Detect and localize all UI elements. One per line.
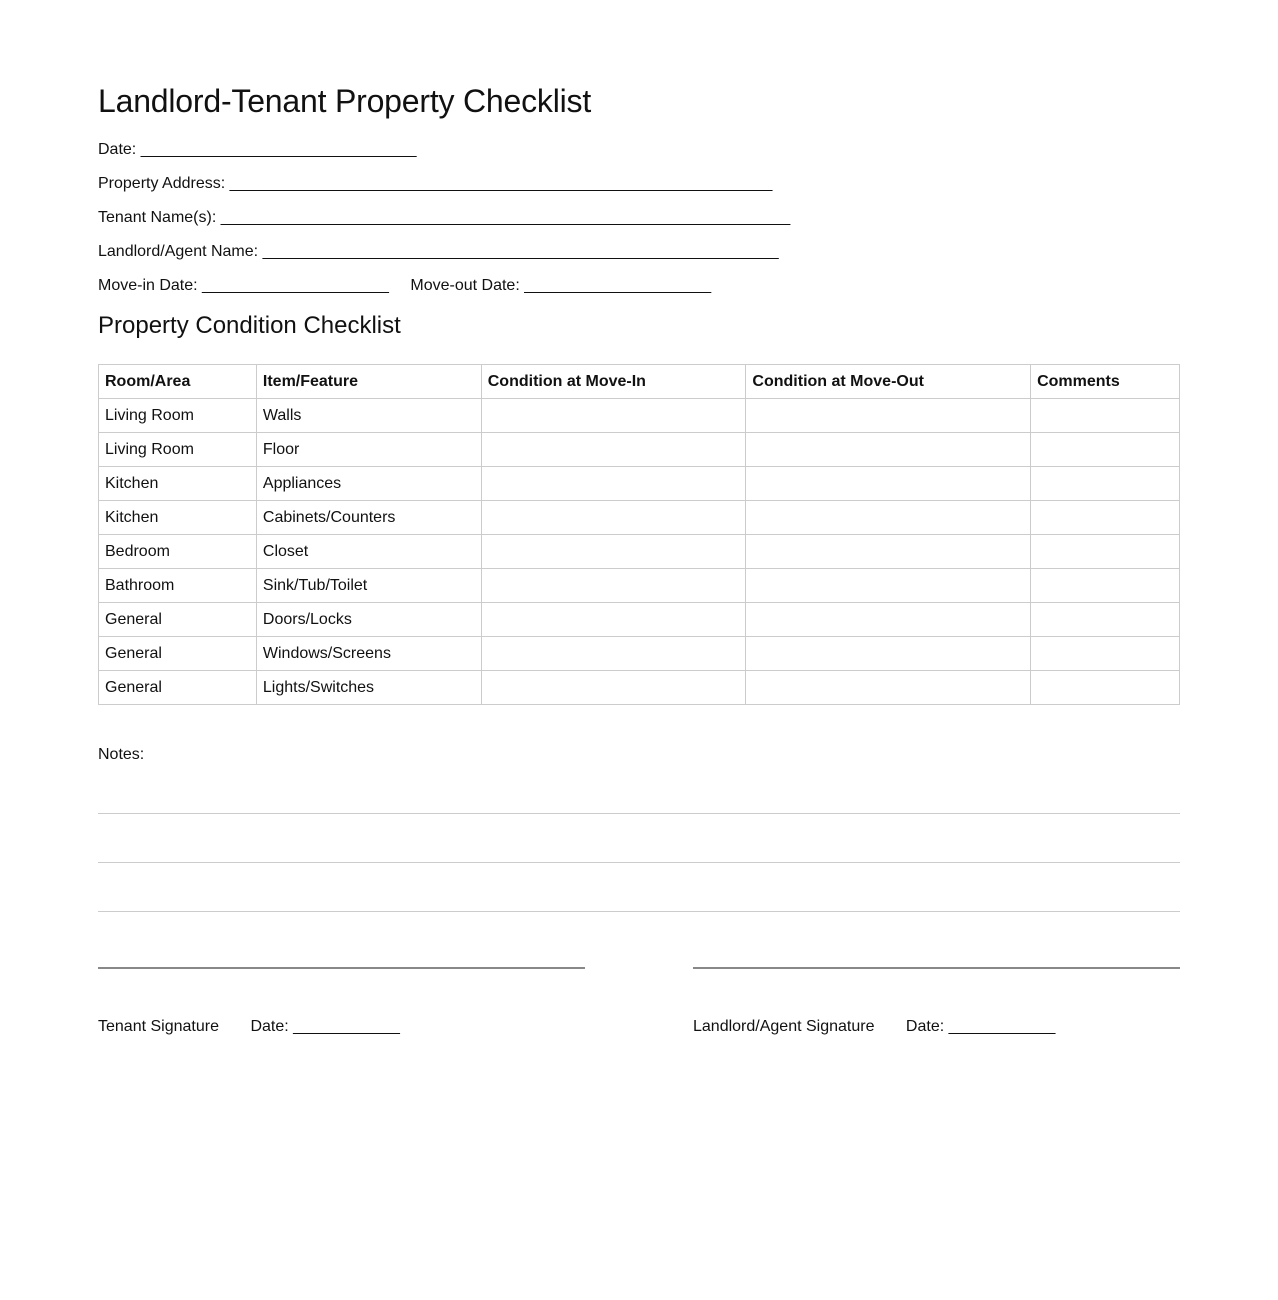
- page-title: Landlord-Tenant Property Checklist: [98, 83, 592, 119]
- comments-cell[interactable]: [1031, 535, 1180, 569]
- item-cell: Appliances: [256, 467, 481, 501]
- table-row: [99, 501, 1180, 535]
- item-cell: Doors/Locks: [256, 603, 481, 637]
- table-row: [99, 433, 1180, 467]
- move-out-condition-cell[interactable]: [746, 637, 1031, 671]
- column-header-item-feature: Item/Feature: [256, 365, 481, 399]
- item-cell: Cabinets/Counters: [256, 501, 481, 535]
- move-in-date-label: Move-in Date:: [98, 277, 198, 294]
- move-out-date-label: Move-out Date:: [410, 277, 520, 294]
- room-cell: Kitchen: [99, 467, 257, 501]
- tenant-date-blank[interactable]: ____________: [293, 1018, 400, 1035]
- landlord-signature-block: [693, 1018, 1055, 1036]
- column-header-room-area: Room/Area: [99, 365, 257, 399]
- column-header-comments: Comments: [1031, 365, 1180, 399]
- table-row: [99, 399, 1180, 433]
- column-header-condition-move-in: Condition at Move-In: [481, 365, 746, 399]
- move-out-condition-cell[interactable]: [746, 569, 1031, 603]
- move-in-condition-cell[interactable]: [481, 535, 746, 569]
- comments-cell[interactable]: [1031, 671, 1180, 705]
- condition-checklist-table: [98, 364, 1180, 705]
- move-in-condition-cell[interactable]: [481, 501, 746, 535]
- table-row: [99, 671, 1180, 705]
- move-dates-row: [98, 276, 711, 296]
- move-in-condition-cell[interactable]: [481, 637, 746, 671]
- comments-cell[interactable]: [1031, 637, 1180, 671]
- date-blank[interactable]: _______________________________: [140, 141, 417, 158]
- tenant-signature-label: Tenant Signature: [98, 1018, 219, 1035]
- date-label: Date:: [98, 141, 137, 158]
- landlord-date-blank[interactable]: ____________: [948, 1018, 1056, 1035]
- room-cell: General: [99, 671, 257, 705]
- tenant-names-label: Tenant Name(s):: [98, 209, 217, 226]
- landlord-agent-name-field[interactable]: [98, 242, 779, 262]
- move-in-condition-cell[interactable]: [481, 671, 746, 705]
- table-row: [99, 637, 1180, 671]
- table-row: [99, 569, 1180, 603]
- move-in-condition-cell[interactable]: [481, 467, 746, 501]
- notes-line-3[interactable]: [98, 911, 1180, 912]
- comments-cell[interactable]: [1031, 603, 1180, 637]
- move-in-condition-cell[interactable]: [481, 569, 746, 603]
- move-out-condition-cell[interactable]: [746, 535, 1031, 569]
- tenant-names-field[interactable]: [98, 208, 790, 228]
- move-in-date-blank[interactable]: _____________________: [202, 277, 389, 294]
- comments-cell[interactable]: [1031, 433, 1180, 467]
- table-row: [99, 535, 1180, 569]
- move-out-condition-cell[interactable]: [746, 671, 1031, 705]
- notes-line-1[interactable]: [98, 813, 1180, 814]
- move-in-condition-cell[interactable]: [481, 603, 746, 637]
- room-cell: Living Room: [99, 399, 257, 433]
- room-cell: Kitchen: [99, 501, 257, 535]
- landlord-agent-name-blank[interactable]: __________________________________________________________: [262, 243, 779, 260]
- notes-line-2[interactable]: [98, 862, 1180, 863]
- comments-cell[interactable]: [1031, 569, 1180, 603]
- tenant-signature-line[interactable]: [98, 967, 585, 969]
- room-cell: Bedroom: [99, 535, 257, 569]
- move-out-date-blank[interactable]: _____________________: [524, 277, 712, 294]
- item-cell: Lights/Switches: [256, 671, 481, 705]
- item-cell: Walls: [256, 399, 481, 433]
- landlord-signature-label: Landlord/Agent Signature: [693, 1018, 875, 1035]
- move-out-condition-cell[interactable]: [746, 603, 1031, 637]
- room-cell: Living Room: [99, 433, 257, 467]
- item-cell: Windows/Screens: [256, 637, 481, 671]
- comments-cell[interactable]: [1031, 467, 1180, 501]
- table-header-row: [99, 365, 1180, 399]
- table-row: [99, 603, 1180, 637]
- move-out-condition-cell[interactable]: [746, 399, 1031, 433]
- landlord-agent-name-label: Landlord/Agent Name:: [98, 243, 259, 260]
- column-header-condition-move-out: Condition at Move-Out: [746, 365, 1031, 399]
- notes-label: Notes:: [98, 746, 145, 763]
- room-cell: Bathroom: [99, 569, 257, 603]
- move-out-condition-cell[interactable]: [746, 501, 1031, 535]
- comments-cell[interactable]: [1031, 501, 1180, 535]
- item-cell: Closet: [256, 535, 481, 569]
- item-cell: Floor: [256, 433, 481, 467]
- property-address-field[interactable]: [98, 174, 772, 194]
- item-cell: Sink/Tub/Toilet: [256, 569, 481, 603]
- room-cell: General: [99, 603, 257, 637]
- tenant-signature-block: [98, 1018, 400, 1036]
- move-out-condition-cell[interactable]: [746, 433, 1031, 467]
- landlord-signature-line[interactable]: [693, 967, 1180, 969]
- move-out-condition-cell[interactable]: [746, 467, 1031, 501]
- tenant-names-blank[interactable]: ________________________________________________________________: [220, 209, 791, 226]
- checklist-heading: Property Condition Checklist: [98, 312, 401, 339]
- property-address-label: Property Address:: [98, 175, 226, 192]
- landlord-date-label: Date:: [905, 1018, 945, 1035]
- tenant-date-label: Date:: [250, 1018, 289, 1035]
- date-field[interactable]: [98, 140, 417, 160]
- move-in-condition-cell[interactable]: [481, 399, 746, 433]
- property-address-blank[interactable]: _____________________________________________________________: [229, 175, 773, 192]
- room-cell: General: [99, 637, 257, 671]
- table-row: [99, 467, 1180, 501]
- comments-cell[interactable]: [1031, 399, 1180, 433]
- move-in-condition-cell[interactable]: [481, 433, 746, 467]
